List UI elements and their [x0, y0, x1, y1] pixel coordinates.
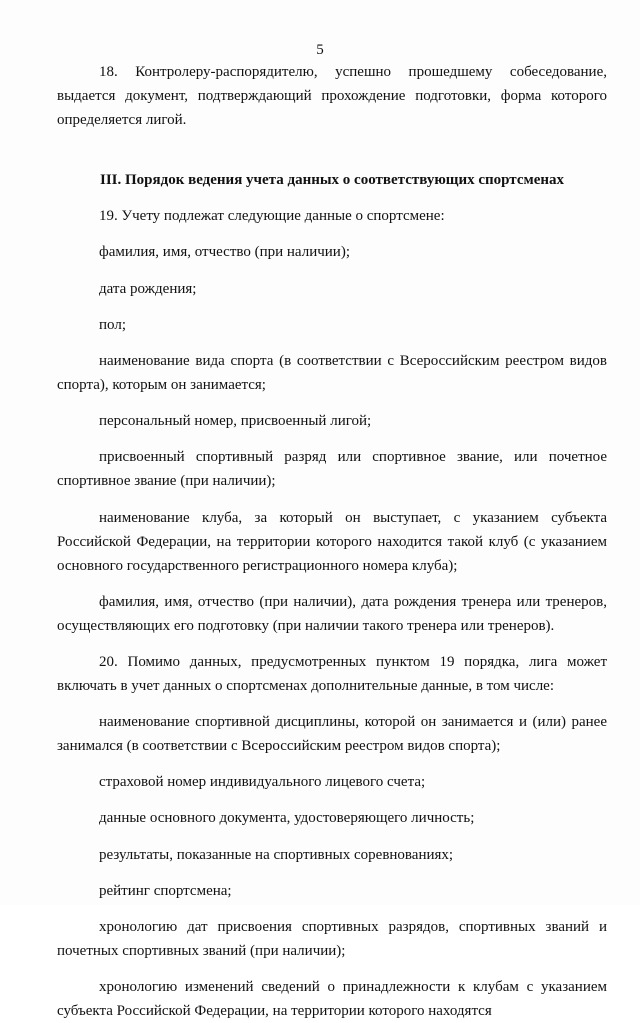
list-item-full-name: фамилия, имя, отчество (при наличии);	[99, 244, 350, 261]
list-item-coach: фамилия, имя, отчество (при наличии), дата рождения тренера или тренеров, осуществляющих его подготовку (при наличии такого тренера или тренеров).	[57, 593, 607, 634]
list-item-rank-history: хронологию дат присвоения спортивных разрядов, спортивных званий и почетных спортивных званий (при наличии);	[57, 919, 607, 959]
section-heading: III. Порядок ведения учета данных о соответствующих спортсменах	[99, 172, 565, 188]
list-item-identity-document: данные основного документа, удостоверяющего личность;	[99, 810, 475, 827]
paragraph-19: 19. Учету подлежат следующие данные о спортсмене:	[99, 208, 445, 225]
list-item-club-name: наименование клуба, за который он выступает, с указанием субъекта Российской Федерации, на территории которого находится такой клуб (с указанием основного государственного регистрационного номера клуба);	[57, 509, 607, 574]
paragraph-20: 20. Помимо данных, предусмотренных пунктом 19 порядка, лига может включать в учет данных о спортсменах дополнительные данные, в том числе:	[57, 653, 607, 694]
list-item-insurance-number: страховой номер индивидуального лицевого счета;	[99, 774, 426, 791]
list-item-competition-results: результаты, показанные на спортивных соревнованиях;	[99, 846, 454, 863]
page-number: 5	[316, 42, 324, 58]
list-item-birth-date: дата рождения;	[99, 280, 197, 297]
list-item-sport-name: наименование вида спорта (в соответствии с Всероссийским реестром видов спорта), которым он занимается;	[57, 352, 607, 393]
list-item-personal-number: персональный номер, присвоенный лигой;	[99, 413, 372, 430]
list-item-rating: рейтинг спортсмена;	[99, 882, 232, 899]
list-item-sex: пол;	[99, 316, 126, 333]
list-item-sport-rank: присвоенный спортивный разряд или спортивное звание, или почетное спортивное звание (при наличии);	[57, 449, 607, 490]
document-body	[57, 60, 607, 1023]
paragraph-18: 18. Контролеру-распорядителю, успешно прошедшему собеседование, выдается документ, подтверждающий прохождение подготовки, форма которого определяется лигой.	[57, 64, 607, 128]
list-item-discipline: наименование спортивной дисциплины, которой он занимается и (или) ранее занимался (в соответствии с Всероссийским реестром видов спорта);	[57, 714, 607, 755]
list-item-club-history: хронологию изменений сведений о принадлежности к клубам с указанием субъекта Российской Федерации, на территории которого находятся	[57, 979, 607, 1020]
